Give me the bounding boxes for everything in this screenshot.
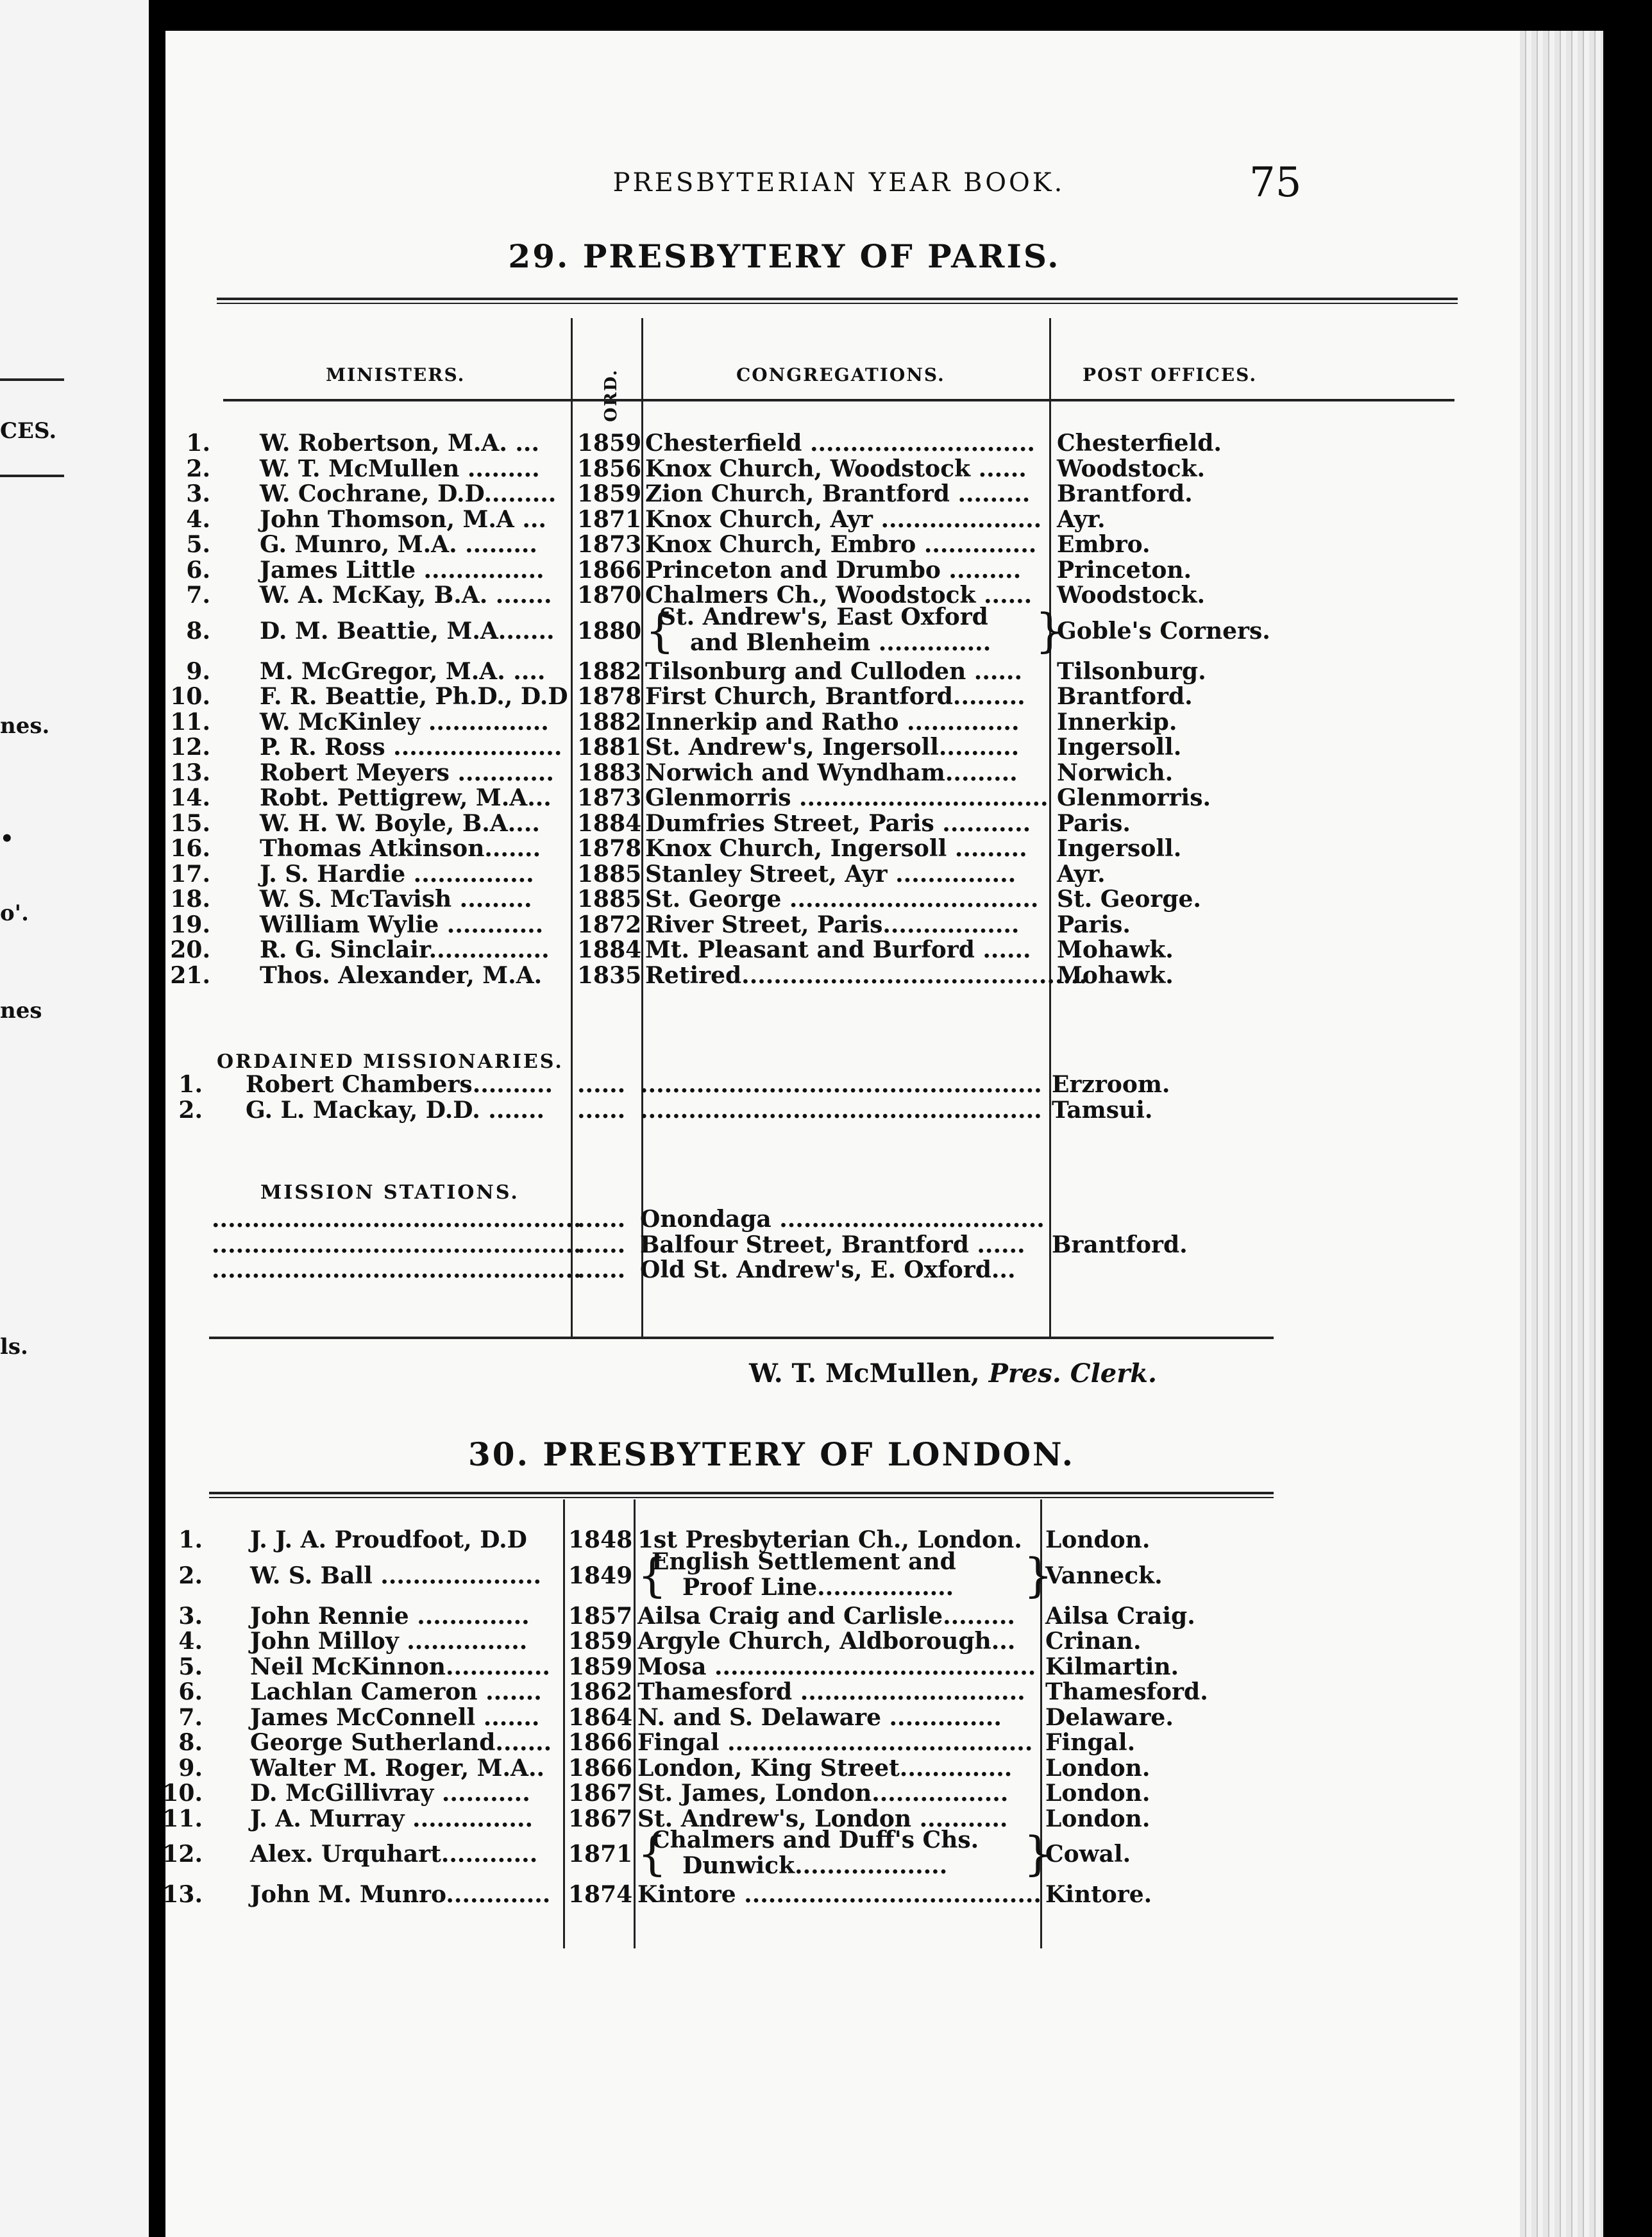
row-number: 4. — [178, 1628, 203, 1655]
col-header-congregations: CONGREGATIONS. — [736, 364, 945, 385]
minister-name: Robt. Pettigrew, M.A... — [260, 784, 552, 811]
table-row — [165, 810, 1520, 836]
minister-name: Robert Chambers.......... — [246, 1071, 553, 1098]
brace-left: { — [637, 1827, 667, 1880]
post-office: Kintore. — [1045, 1881, 1152, 1908]
congregation: Knox Church, Ayr .................... — [645, 505, 1042, 533]
ordination-year: 1884 — [577, 936, 642, 963]
post-office: Thamesford. — [1045, 1678, 1208, 1705]
congregation: Argyle Church, Aldborough... — [637, 1628, 1016, 1655]
ordination-year: 1870 — [577, 582, 642, 609]
post-office: London. — [1045, 1780, 1150, 1807]
congregation-line-2: and Blenheim .............. — [690, 629, 991, 656]
congregation: Knox Church, Ingersoll ......... — [645, 835, 1027, 862]
running-head: PRESBYTERIAN YEAR BOOK. — [612, 168, 1065, 198]
congregation: Mt. Pleasant and Burford ...... — [645, 936, 1031, 963]
row-number: 9. — [186, 657, 210, 685]
brace-right: } — [1035, 603, 1065, 657]
minister-name: William Wylie ............ — [260, 911, 544, 938]
top-rule — [209, 1497, 1274, 1498]
minister-name: Alex. Urquhart............ — [250, 1841, 538, 1868]
table-row — [162, 1827, 1520, 1880]
table-row — [165, 861, 1520, 886]
post-office: Ailsa Craig. — [1045, 1602, 1195, 1630]
minister-name: James McConnell ....... — [250, 1703, 540, 1731]
congregation: First Church, Brantford......... — [645, 683, 1025, 710]
post-office: London. — [1045, 1805, 1150, 1832]
congregation: Princeton and Drumbo ......... — [645, 556, 1022, 584]
congregation: Kintore ..................................... — [637, 1881, 1041, 1908]
row-number: 16. — [170, 835, 210, 862]
post-office: Brantford. — [1057, 683, 1193, 710]
post-office: Brantford. — [1057, 480, 1193, 507]
ordination-year: 1885 — [577, 886, 642, 913]
post-office: Innerkip. — [1057, 708, 1177, 736]
congregation: St. George ............................... — [645, 886, 1039, 913]
table-row — [165, 1071, 1520, 1097]
ordination-year: 1859 — [568, 1653, 633, 1680]
ordination-year: 1873 — [577, 784, 642, 811]
minister-name: .............................................. — [212, 1256, 582, 1283]
ordination-year: 1885 — [577, 860, 642, 888]
row-number: 14. — [170, 784, 210, 811]
ordination-year: 1882 — [577, 708, 642, 736]
book-page — [162, 31, 1520, 2237]
minister-name: J. S. Hardie ............... — [260, 860, 534, 888]
ordination-year: 1862 — [568, 1678, 633, 1705]
ordination-year: 1883 — [577, 759, 642, 786]
minister-name: J. J. A. Proudfoot, D.D — [250, 1526, 527, 1553]
row-number: 12. — [170, 734, 210, 761]
post-office: Erzroom. — [1052, 1071, 1170, 1098]
ordination-year: 1866 — [577, 556, 642, 584]
minister-name: W. S. Ball .................... — [250, 1562, 541, 1589]
post-office: Princeton. — [1057, 556, 1192, 584]
row-number: 1. — [186, 430, 210, 457]
post-office: Ayr. — [1057, 505, 1106, 533]
congregation: Chesterfield ............................ — [645, 430, 1035, 457]
brace-left: { — [645, 603, 675, 657]
congregation: Knox Church, Embro .............. — [645, 531, 1037, 558]
ordination-year: ...... — [577, 1071, 626, 1098]
ordination-year: 1859 — [577, 430, 642, 457]
minister-name: G. L. Mackay, D.D. ....... — [246, 1096, 545, 1124]
ordination-year: ...... — [577, 1231, 626, 1258]
row-number: 13. — [162, 1881, 203, 1908]
congregation: N. and S. Delaware .............. — [637, 1703, 1002, 1731]
post-office: Tamsui. — [1052, 1096, 1153, 1124]
top-rule — [217, 303, 1458, 304]
table-row — [165, 1704, 1520, 1730]
table-row — [165, 911, 1520, 937]
brace-right: } — [1024, 1548, 1053, 1602]
ordination-year: 1878 — [577, 835, 642, 862]
table-row — [165, 1628, 1520, 1653]
congregation: .................................................. — [640, 1071, 1042, 1098]
post-office: Woodstock. — [1057, 582, 1205, 609]
minister-name: R. G. Sinclair............... — [260, 936, 550, 963]
table-row — [165, 962, 1520, 988]
minister-name: W. H. W. Boyle, B.A.... — [260, 809, 540, 837]
congregation: St. Andrew's, London ........... — [637, 1805, 1008, 1832]
congregation: Norwich and Wyndham......... — [645, 759, 1018, 786]
ordination-year: 1856 — [577, 455, 642, 482]
table-row — [165, 1097, 1520, 1122]
prev-rule — [0, 475, 64, 477]
row-number: 2. — [178, 1562, 203, 1589]
minister-name: M. McGregor, M.A. .... — [260, 657, 546, 685]
table-row — [165, 1729, 1520, 1755]
table-row — [165, 1206, 1520, 1231]
post-office: Glenmorris. — [1057, 784, 1211, 811]
page-number: 75 — [1249, 159, 1302, 207]
row-number: 1. — [178, 1526, 203, 1553]
congregation: Chalmers and Duff's Chs. — [652, 1827, 979, 1853]
missionaries-heading: ORDAINED MISSIONARIES. — [217, 1051, 564, 1073]
minister-name: John Rennie .............. — [250, 1602, 530, 1630]
congregation: Stanley Street, Ayr ............... — [645, 860, 1016, 888]
prev-fragment: nes. — [0, 713, 50, 739]
congregation-line-2: Dunwick................... — [682, 1852, 948, 1879]
table-row — [165, 1548, 1520, 1602]
congregation: Glenmorris ............................... — [645, 784, 1049, 811]
ordination-year: 1849 — [568, 1562, 633, 1589]
post-office: Ingersoll. — [1057, 734, 1182, 761]
row-number: 18. — [170, 886, 210, 913]
post-office: Brantford. — [1052, 1231, 1188, 1258]
ordination-year: 1857 — [568, 1602, 633, 1630]
table-row — [165, 506, 1520, 532]
post-office: Tilsonburg. — [1057, 657, 1206, 685]
table-row — [165, 1678, 1520, 1704]
page-edge-stack — [1520, 31, 1603, 2237]
col-header-post-offices: POST OFFICES. — [1083, 364, 1258, 385]
row-number: 6. — [186, 556, 210, 584]
minister-name: James Little ............... — [260, 556, 544, 584]
stations-heading: MISSION STATIONS. — [260, 1181, 519, 1204]
post-office: London. — [1045, 1754, 1150, 1782]
prev-fragment: o'. — [0, 900, 29, 926]
congregation: Chalmers Ch., Woodstock ...... — [645, 582, 1032, 609]
row-number: 10. — [170, 683, 210, 710]
row-number: 12. — [162, 1841, 203, 1868]
row-number: 20. — [170, 936, 210, 963]
previous-page-fragment — [0, 0, 149, 2237]
congregation: Zion Church, Brantford ......... — [645, 480, 1031, 507]
table-row — [165, 455, 1520, 481]
minister-name: D. M. Beattie, M.A....... — [260, 617, 555, 645]
row-number: 11. — [162, 1805, 203, 1832]
prev-fragment: CES. — [0, 418, 57, 444]
minister-name: George Sutherland....... — [250, 1729, 552, 1756]
top-rule — [217, 298, 1458, 300]
table-row — [165, 557, 1520, 582]
prev-rule — [0, 378, 64, 381]
minister-name: Thos. Alexander, M.A. — [260, 961, 543, 989]
table-row — [165, 709, 1520, 734]
col-header-ord: ORD. — [602, 369, 621, 422]
minister-name: W. Robertson, M.A. ... — [260, 430, 539, 457]
congregation: River Street, Paris................. — [645, 911, 1020, 938]
top-rule — [209, 1492, 1274, 1494]
post-office: Fingal. — [1045, 1729, 1136, 1756]
congregation: Balfour Street, Brantford ...... — [640, 1231, 1025, 1258]
row-number: 1. — [178, 1071, 203, 1098]
minister-name: John M. Munro............. — [250, 1881, 551, 1908]
row-number: 15. — [170, 809, 210, 837]
ordination-year: 1859 — [577, 480, 642, 507]
congregation: St. Andrew's, East Oxford — [659, 603, 988, 630]
minister-name: .............................................. — [212, 1231, 582, 1258]
post-office: Mohawk. — [1057, 961, 1174, 989]
ordination-year: 1873 — [577, 531, 642, 558]
minister-name: W. McKinley ............... — [260, 708, 549, 736]
row-number: 8. — [178, 1729, 203, 1756]
row-number: 4. — [186, 505, 210, 533]
table-row — [165, 759, 1520, 785]
ordination-year: 1866 — [568, 1729, 633, 1756]
ordination-year: ...... — [577, 1206, 626, 1233]
post-office: London. — [1045, 1526, 1150, 1553]
ordination-year: 1848 — [568, 1526, 633, 1553]
minister-name: G. Munro, M.A. ......... — [260, 531, 537, 558]
congregation: Fingal ...................................... — [637, 1729, 1033, 1756]
congregation: .................................................. — [640, 1096, 1042, 1124]
table-row — [165, 835, 1520, 861]
minister-name: J. A. Murray ............... — [250, 1805, 534, 1832]
table-row — [165, 531, 1520, 557]
ordination-year: ...... — [577, 1256, 626, 1283]
ordination-year: 1872 — [577, 911, 642, 938]
table-row — [165, 658, 1520, 684]
table-row — [162, 1881, 1520, 1908]
table-row — [165, 1755, 1520, 1780]
ordination-year: 1864 — [568, 1703, 633, 1731]
ordination-year: 1859 — [568, 1628, 633, 1655]
ordination-year: 1882 — [577, 657, 642, 685]
congregation: Mosa ........................................ — [637, 1653, 1036, 1680]
congregation: St. James, London................. — [637, 1780, 1009, 1807]
minister-name: W. A. McKay, B.A. ....... — [260, 582, 552, 609]
table-row — [165, 603, 1520, 657]
table-row — [165, 430, 1520, 455]
post-office: St. George. — [1057, 886, 1201, 913]
minister-name: Robert Meyers ............ — [260, 759, 554, 786]
minister-name: .............................................. — [212, 1206, 582, 1233]
row-number: 6. — [178, 1678, 203, 1705]
ordination-year: 1880 — [577, 617, 642, 645]
minister-name: W. Cochrane, D.D......... — [260, 480, 557, 507]
minister-name: Neil McKinnon............. — [250, 1653, 550, 1680]
clerk-title: Pres. Clerk. — [988, 1358, 1157, 1389]
congregation-line-2: Proof Line................. — [682, 1573, 954, 1601]
congregation: 1st Presbyterian Ch., London. — [637, 1526, 1022, 1553]
minister-name: W. S. McTavish ......... — [260, 886, 532, 913]
minister-name: D. McGillivray ........... — [250, 1780, 530, 1807]
minister-name: F. R. Beattie, Ph.D., D.D — [260, 683, 568, 710]
row-number: 9. — [178, 1754, 203, 1782]
row-number: 3. — [186, 480, 210, 507]
row-number: 21. — [170, 961, 210, 989]
congregation: Old St. Andrew's, E. Oxford... — [640, 1256, 1016, 1283]
congregation: Innerkip and Ratho .............. — [645, 708, 1020, 736]
row-number: 11. — [170, 708, 210, 736]
congregation: Retired........................................... — [645, 961, 1088, 989]
post-office: Delaware. — [1045, 1703, 1174, 1731]
ordination-year: 1884 — [577, 809, 642, 837]
section-title-london: 30. PRESBYTERY OF LONDON. — [468, 1435, 1075, 1473]
section-title-paris: 29. PRESBYTERY OF PARIS. — [508, 237, 1061, 275]
ordination-year: ...... — [577, 1096, 626, 1124]
post-office: Norwich. — [1057, 759, 1174, 786]
minister-name: Lachlan Cameron ....... — [250, 1678, 542, 1705]
header-rule — [223, 399, 1454, 401]
row-number: 2. — [186, 455, 210, 482]
row-number: 3. — [178, 1602, 203, 1630]
post-office: Woodstock. — [1057, 455, 1205, 482]
row-number: 2. — [178, 1096, 203, 1124]
table-row — [165, 936, 1520, 962]
row-number: 5. — [186, 531, 210, 558]
minister-name: Walter M. Roger, M.A.. — [250, 1754, 545, 1782]
table-row — [165, 784, 1520, 810]
ordination-year: 1878 — [577, 683, 642, 710]
congregation: Onondaga ................................. — [640, 1206, 1045, 1233]
row-number: 13. — [170, 759, 210, 786]
table-row — [165, 886, 1520, 911]
minister-name: John Thomson, M.A ... — [260, 505, 546, 533]
row-number: 7. — [186, 582, 210, 609]
post-office: Mohawk. — [1057, 936, 1174, 963]
table-row — [165, 1653, 1520, 1679]
prev-fragment: nes — [0, 998, 42, 1024]
post-office: Ingersoll. — [1057, 835, 1182, 862]
table-row — [162, 1780, 1520, 1807]
congregation: Thamesford ............................ — [637, 1678, 1025, 1705]
post-office: Goble's Corners. — [1057, 617, 1270, 645]
ordination-year: 1874 — [568, 1881, 633, 1908]
congregation: Knox Church, Woodstock ...... — [645, 455, 1027, 482]
table-row — [165, 480, 1520, 506]
brace-left: { — [637, 1548, 667, 1602]
post-office: Embro. — [1057, 531, 1150, 558]
congregation: St. Andrew's, Ingersoll.......... — [645, 734, 1020, 761]
row-number: 8. — [186, 617, 210, 645]
congregation: English Settlement and — [652, 1548, 956, 1575]
ordination-year: 1866 — [568, 1754, 633, 1782]
post-office: Chesterfield. — [1057, 430, 1222, 457]
post-office: Crinan. — [1045, 1628, 1142, 1655]
minister-name: Thomas Atkinson....... — [260, 835, 541, 862]
ordination-year: 1867 — [568, 1780, 633, 1807]
ordination-year: 1881 — [577, 734, 642, 761]
prev-fragment: ls. — [0, 1334, 28, 1360]
row-number: 5. — [178, 1653, 203, 1680]
table-row — [165, 683, 1520, 709]
col-header-ministers: MINISTERS. — [326, 364, 466, 385]
congregation: Tilsonburg and Culloden ...... — [645, 657, 1022, 685]
ordination-year: 1867 — [568, 1805, 633, 1832]
presbytery-clerk — [749, 1358, 1157, 1389]
post-office: Kilmartin. — [1045, 1653, 1179, 1680]
brace-right: } — [1024, 1827, 1053, 1880]
minister-name: P. R. Ross ..................... — [260, 734, 562, 761]
post-office: Cowal. — [1045, 1841, 1131, 1868]
congregation: Ailsa Craig and Carlisle......... — [637, 1602, 1015, 1630]
prev-fragment: • — [0, 826, 14, 852]
row-number: 17. — [170, 860, 210, 888]
row-number: 7. — [178, 1703, 203, 1731]
row-number: 10. — [162, 1780, 203, 1807]
table-row — [165, 734, 1520, 759]
clerk-name: W. T. McMullen, — [749, 1358, 980, 1389]
section-end-rule — [209, 1337, 1274, 1339]
ordination-year: 1871 — [568, 1841, 633, 1868]
ordination-year: 1835 — [577, 961, 642, 989]
table-row — [165, 1231, 1520, 1257]
table-row — [165, 1603, 1520, 1628]
post-office: Ayr. — [1057, 860, 1106, 888]
table-row — [165, 1256, 1520, 1282]
post-office: Vanneck. — [1045, 1562, 1163, 1589]
row-number: 19. — [170, 911, 210, 938]
congregation: Dumfries Street, Paris ........... — [645, 809, 1031, 837]
congregation: London, King Street.............. — [637, 1754, 1013, 1782]
post-office: Paris. — [1057, 911, 1131, 938]
ordination-year: 1871 — [577, 505, 642, 533]
minister-name: W. T. McMullen ......... — [260, 455, 540, 482]
minister-name: John Milloy ............... — [250, 1628, 528, 1655]
post-office: Paris. — [1057, 809, 1131, 837]
